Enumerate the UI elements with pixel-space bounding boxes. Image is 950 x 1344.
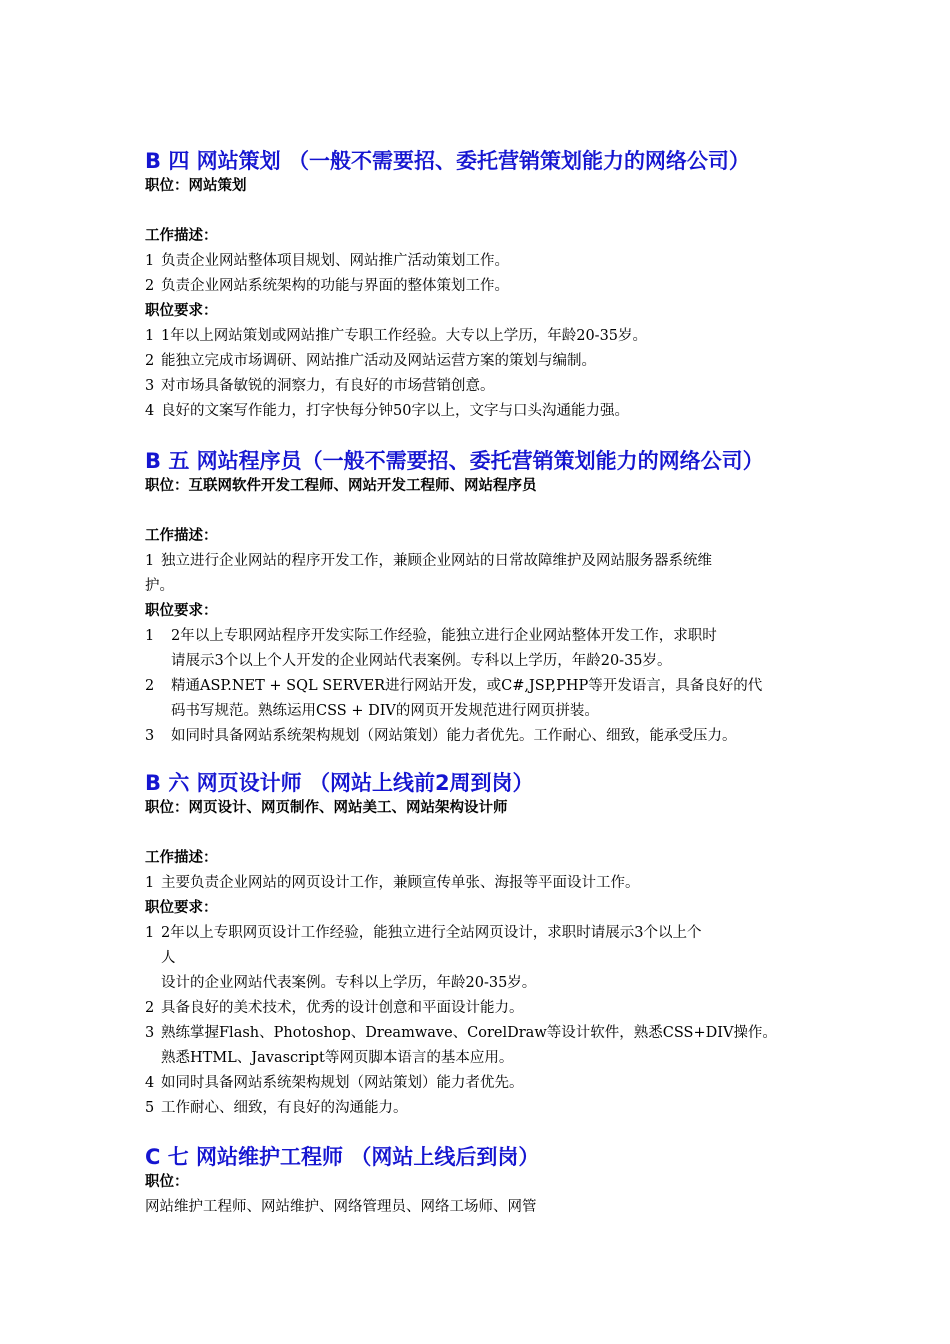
section-heading: C 七 网站维护工程师 （网站上线后到岗） [145,1145,540,1169]
desc-item: 2 负责企业网站系统架构的功能与界面的整体策划工作。 [145,278,509,294]
desc-label: 工作描述： [145,228,218,244]
req-item: 1 1年以上网站策划或网站推广专职工作经验。大专以上学历，年龄20-35岁。 [145,328,648,344]
req-item-continued: 码书写规范。熟练运用CSS + DIV的网页开发规范进行网页拼装。 [171,703,599,719]
req-item-continued: 人 [161,950,176,966]
position-detail: 网站维护工程师、网站维护、网络管理员、网络工场师、网管 [145,1199,537,1215]
req-item: 5 工作耐心、细致，有良好的沟通能力。 [145,1100,408,1116]
req-label: 职位要求： [145,900,218,916]
desc-item-continued: 护。 [145,578,174,594]
req-label: 职位要求： [145,303,218,319]
position-title: 职位：网页设计、网页制作、网站美工、网站架构设计师 [145,800,508,816]
desc-item: 1 负责企业网站整体项目规划、网站推广活动策划工作。 [145,253,509,269]
req-item: 1 2年以上专职网站程序开发实际工作经验，能独立进行企业网站整体开发工作，求职时 [145,628,717,644]
req-item: 3 如同时具备网站系统架构规划（网站策划）能力者优先。工作耐心、细致，能承受压力。 [145,728,737,744]
req-item: 2 能独立完成市场调研、网站推广活动及网站运营方案的策划与编制。 [145,353,596,369]
req-item-continued: 设计的企业网站代表案例。专科以上学历，年龄20-35岁。 [161,975,537,991]
req-item-continued: 请展示3个以上个人开发的企业网站代表案例。专科以上学历，年龄20-35岁。 [171,653,672,669]
req-item: 4 如同时具备网站系统架构规划（网站策划）能力者优先。 [145,1075,524,1091]
req-item: 2 精通ASP.NET + SQL SERVER进行网站开发，或C#,JSP,PHP等开发语言，具备良好的代 [145,678,763,694]
section-heading: B 六 网页设计师 （网站上线前2周到岗） [145,771,534,795]
req-item: 2 具备良好的美术技术，优秀的设计创意和平面设计能力。 [145,1000,524,1016]
req-label: 职位要求： [145,603,218,619]
position-title: 职位：网站策划 [145,178,247,194]
position-title: 职位：互联网软件开发工程师、网站开发工程师、网站程序员 [145,478,537,494]
req-item: 3 熟练掌握Flash、Photoshop、Dreamwave、CorelDraw等设计软件，熟悉CSS+DIV操作。 [145,1025,777,1041]
desc-label: 工作描述： [145,850,218,866]
desc-label: 工作描述： [145,528,218,544]
req-item: 1 2年以上专职网页设计工作经验，能独立进行全站网页设计，求职时请展示3个以上个 [145,925,702,941]
position-title: 职位： [145,1174,189,1190]
desc-item: 1 独立进行企业网站的程序开发工作，兼顾企业网站的日常故障维护及网站服务器系统维 [145,553,712,569]
section-heading: B 四 网站策划 （一般不需要招、委托营销策划能力的网络公司） [145,149,750,173]
desc-item: 1 主要负责企业网站的网页设计工作，兼顾宣传单张、海报等平面设计工作。 [145,875,640,891]
req-item: 4 良好的文案写作能力，打字快每分钟50字以上，文字与口头沟通能力强。 [145,403,629,419]
req-item: 3 对市场具备敏锐的洞察力，有良好的市场营销创意。 [145,378,495,394]
req-item-continued: 熟悉HTML、Javascript等网页脚本语言的基本应用。 [161,1050,514,1066]
section-heading: B 五 网站程序员（一般不需要招、委托营销策划能力的网络公司） [145,449,764,473]
